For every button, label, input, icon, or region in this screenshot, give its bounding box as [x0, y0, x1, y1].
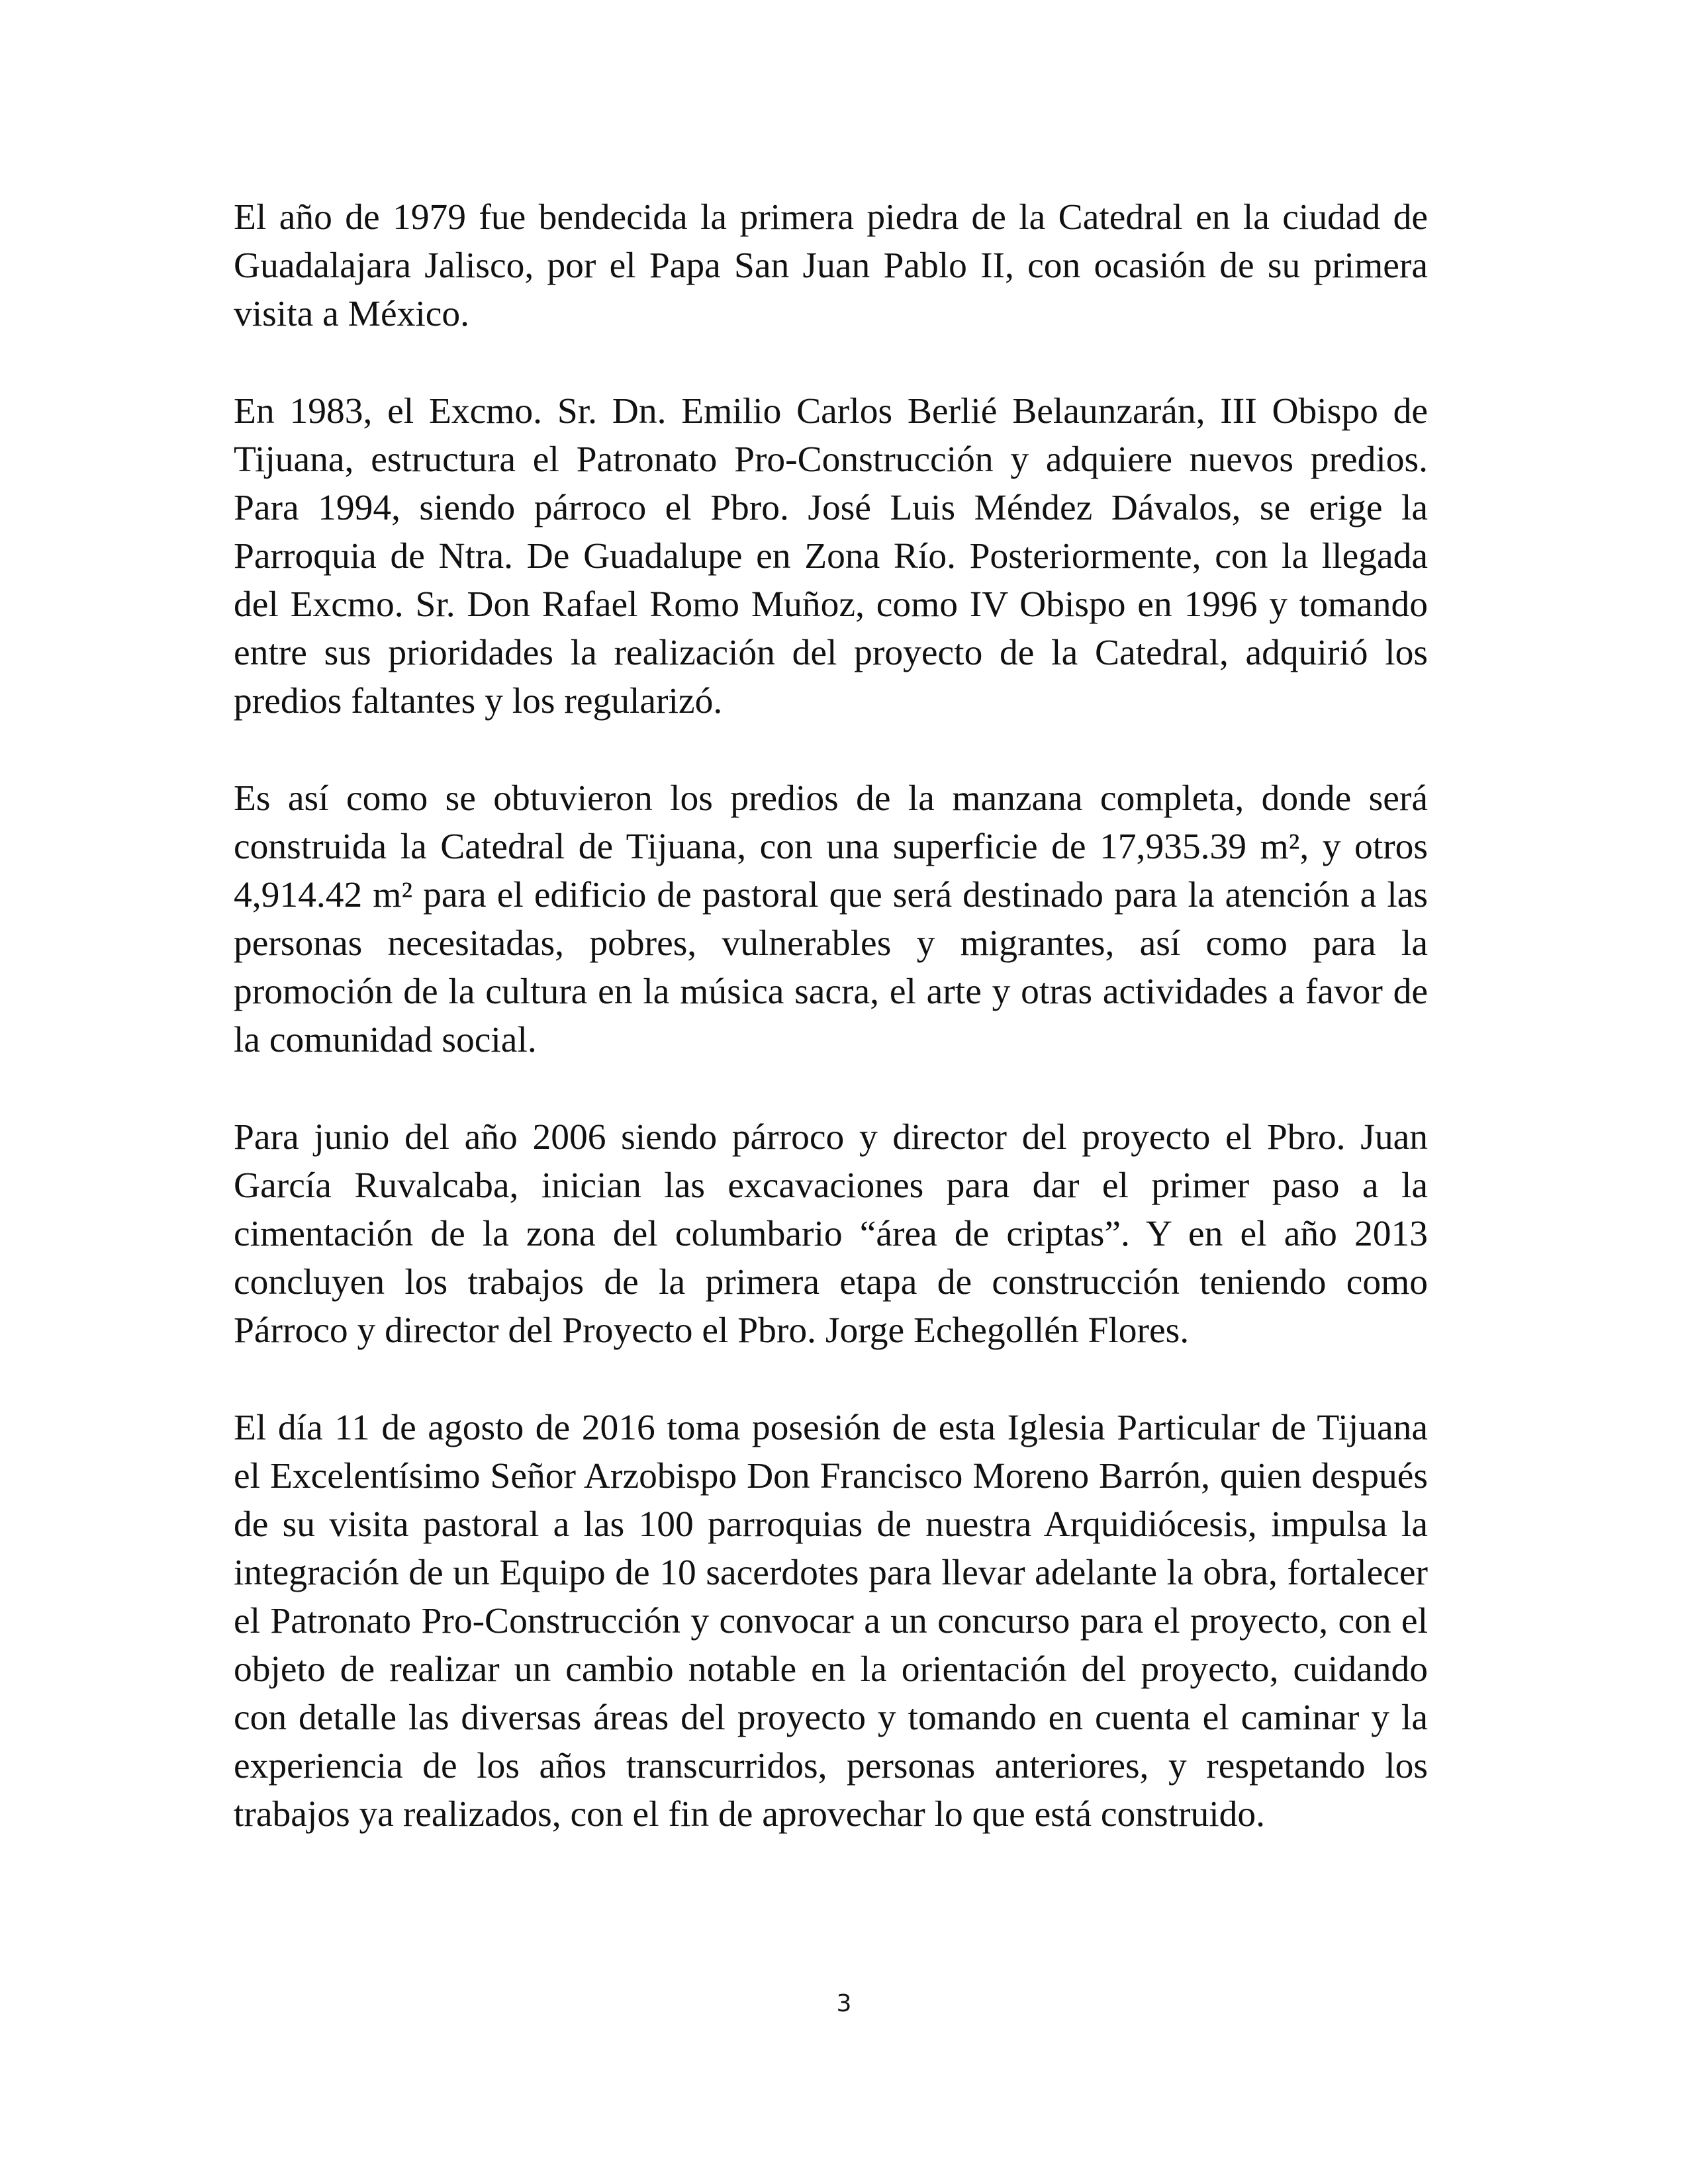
page-number: 3 [836, 1990, 852, 2017]
paragraph-2: En 1983, el Excmo. Sr. Dn. Emilio Carlos Berlié Belaunzarán, III Obispo de Tijuana, estructura el Patronato Pro-Construcción y adquiere nuevos predios. Para 1994, siendo párroco el Pbro. José Luis Méndez Dávalos, se erige la Parroquia de Ntra. De Guadalupe en Zona Río. Posteriormente, con la llegada del Excmo. Sr. Don Rafael Romo Muñoz, como IV Obispo en 1996 y tomando entre sus prioridades la realización del proyecto de la Catedral, adquirió los predios faltantes y los regularizó. [234, 391, 1428, 721]
paragraph-3: Es así como se obtuvieron los predios de la manzana completa, donde será construida la Catedral de Tijuana, con una superficie de 17,935.39 m², y otros 4,914.42 m² para el edificio de pastoral que será destinado para la atención a las personas necesitadas, pobres, vulnerables y migrantes, así como para la promoción de la cultura en la música sacra, el arte y otras actividades a favor de la comunidad social. [234, 778, 1428, 1060]
document-body [234, 193, 1428, 1888]
paragraph-1: El año de 1979 fue bendecida la primera piedra de la Catedral en la ciudad de Guadalajara Jalisco, por el Papa San Juan Pablo II, con ocasión de su primera visita a México. [234, 197, 1428, 334]
paragraph-5: El día 11 de agosto de 2016 toma posesión de esta Iglesia Particular de Tijuana el Excelentísimo Señor Arzobispo Don Francisco Moreno Barrón, quien después de su visita pastoral a las 100 parroquias de nuestra Arquidiócesis, impulsa la integración de un Equipo de 10 sacerdotes para llevar adelante la obra, fortalecer el Patronato Pro-Construcción y convocar a un concurso para el proyecto, con el objeto de realizar un cambio notable en la orientación del proyecto, cuidando con detalle las diversas áreas del proyecto y tomando en cuenta el caminar y la experiencia de los años transcurridos, personas anteriores, y respetando los trabajos ya realizados, con el fin de aprovechar lo que está construido. [234, 1408, 1428, 1835]
paragraph-4: Para junio del año 2006 siendo párroco y director del proyecto el Pbro. Juan García Ruvalcaba, inician las excavaciones para dar el primer paso a la cimentación de la zona del columbario “área de criptas”. Y en el año 2013 concluyen los trabajos de la primera etapa de construcción teniendo como Párroco y director del Proyecto el Pbro. Jorge Echegollén Flores. [234, 1117, 1428, 1351]
